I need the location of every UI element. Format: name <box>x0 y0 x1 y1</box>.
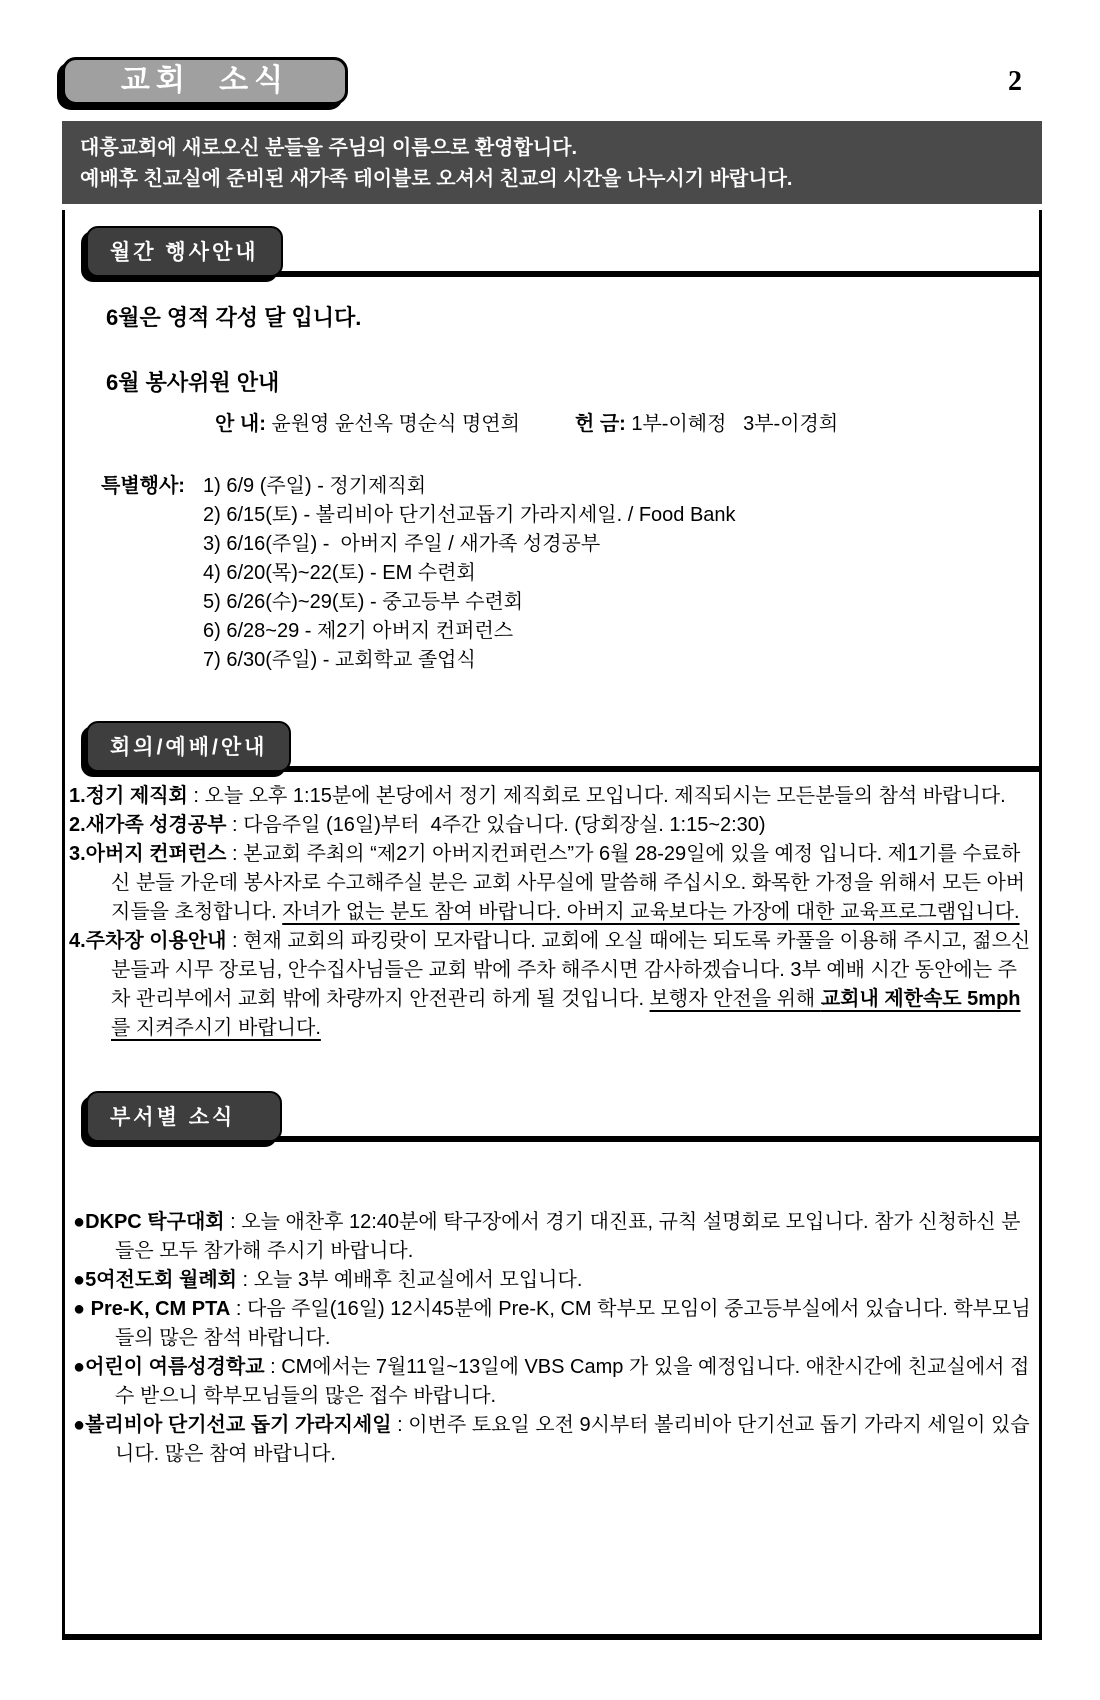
special-event-line: 5) 6/26(수)~29(토) - 중고등부 수련회 <box>203 591 524 613</box>
section-title-departments: 부서별 소식 <box>110 1106 236 1129</box>
monthly-headline: 6월은 영적 각성 달 입니다. <box>106 305 362 330</box>
special-events-list <box>203 472 736 675</box>
text-segment: ● Pre-K, CM PTA <box>73 1298 231 1320</box>
welcome-line-1: 대흥교회에 새로오신 분들을 주님의 이름으로 환영합니다. <box>80 137 578 159</box>
special-event-line: 4) 6/20(목)~22(토) - EM 수련회 <box>203 562 476 584</box>
department-item <box>73 1411 1031 1469</box>
text-segment: 보행자 안전을 위해 <box>649 988 821 1010</box>
text-segment: 3.아버지 컨퍼런스 <box>69 843 227 865</box>
special-events-label: 특별행사: <box>101 475 185 497</box>
role-usher <box>215 407 520 436</box>
section-header-box-monthly <box>86 226 283 277</box>
text-segment: ●볼리비아 단기선교 돕기 가라지세일 <box>73 1414 392 1436</box>
special-events <box>101 472 1039 675</box>
text-segment: ●어린이 여름성경학교 <box>73 1356 265 1378</box>
welcome-banner <box>62 121 1042 204</box>
section-header-row <box>65 721 1039 772</box>
meeting-item <box>69 927 1036 1043</box>
department-item <box>73 1353 1031 1411</box>
section-title-meetings: 회의/예배/안내 <box>110 736 268 759</box>
content-box <box>62 210 1042 1640</box>
text-segment: 2.새가족 성경공부 <box>69 814 227 836</box>
roles-line <box>215 407 1039 436</box>
section-rule <box>205 1136 1039 1142</box>
text-segment: : 다음주일 (16일)부터 4주간 있습니다. (당회장실. 1:15~2:30) <box>226 814 766 836</box>
section-meetings <box>65 721 1039 1043</box>
section-title-monthly: 월간 행사안내 <box>110 241 259 264</box>
section-departments <box>65 1091 1039 1469</box>
department-item <box>73 1208 1031 1266</box>
text-segment: 교회내 제한속도 5mph <box>820 988 1021 1010</box>
text-segment: 4.주차장 이용안내 <box>69 930 227 952</box>
role-label: 안 내: <box>215 413 266 435</box>
meeting-item <box>69 840 1031 927</box>
special-event-line: 6) 6/28~29 - 제2기 아버지 컨퍼런스 <box>203 620 514 642</box>
text-segment: : 다음 주일(16일) 12시45분에 Pre-K, CM 학부모 모임이 중고등부실에서 있습니다. 학부모님들의 많은 참석 바랍니다. <box>115 1298 1031 1349</box>
text-segment: : 현재 교회의 파킹랏이 모자랍니다. 교회에 오실 때에는 되도록 카풀을 이용해 주시고, 젊으신 분들과 시무 장로님, 안수집사님들은 교회 밖에 주차 해주시면 감사하겠습니다. 3부 예배 시간 동안에는 주차 관리부에서 교회 밖에 차량까지 안전관리 하게 될 것입니다. <box>111 930 1036 1010</box>
special-event-line: 7) 6/30(주일) - 교회학교 졸업식 <box>203 649 476 671</box>
meeting-item <box>69 811 1031 840</box>
text-segment: 자녀가 없는 분도 참여 바랍니다. 아버지 교육보다는 가장에 대한 교육프로그램입니다. <box>282 901 1020 923</box>
committee-title: 6월 봉사위원 안내 <box>106 370 280 395</box>
text-segment: : 오늘 오후 1:15분에 본당에서 정기 제직회로 모입니다. 제직되시는 모든분들의 참석 바랍니다. <box>187 785 1006 807</box>
text-segment: : 이번주 토요일 오전 9시부터 볼리비아 단기선교 돕기 가라지 세일이 있습니다. 많은 참여 바랍니다. <box>115 1414 1030 1465</box>
section-rule <box>205 271 1039 277</box>
text-segment: : 본교회 주최의 “제2기 아버지컨퍼런스”가 6월 28-29일에 있을 예정 입니다. 제1기를 수료하신 분들 가운데 봉사자로 수고해주실 분은 교회 사무실에 말씀해 주십시오. 화목한 가정을 위해서 모든 아버지들을 초청합니다. <box>111 843 1026 923</box>
page-title: 교회 소식 <box>120 64 290 97</box>
section-header-box-departments <box>86 1091 282 1142</box>
text-segment: ●5여전도회 월례회 <box>73 1269 237 1291</box>
text-segment: : 오늘 애찬후 12:40분에 탁구장에서 경기 대진표, 규칙 설명회로 모입니다. 참가 신청하신 분들은 모두 참가해 주시기 바랍니다. <box>115 1211 1021 1262</box>
page-number: 2 <box>1008 66 1022 97</box>
meeting-item <box>69 782 1031 811</box>
section-monthly <box>65 226 1039 675</box>
special-event-line: 3) 6/16(주일) - 아버지 주일 / 새가족 성경공부 <box>203 533 601 555</box>
special-event-line: 2) 6/15(토) - 볼리비아 단기선교돕기 가라지세일. / Food Bank <box>203 504 736 526</box>
text-segment: : 오늘 3부 예배후 친교실에서 모입니다. <box>237 1269 583 1291</box>
role-value: 윤원영 윤선옥 명순식 명연희 <box>265 413 520 435</box>
meetings-list <box>69 782 1036 1043</box>
role-label: 헌 금: <box>574 413 626 435</box>
section-rule <box>205 766 1039 772</box>
role-offering <box>575 407 838 436</box>
section-header-row <box>65 226 1039 277</box>
role-value: 1부-이혜정 3부-이경희 <box>625 413 839 435</box>
page-title-box <box>62 57 348 105</box>
text-segment: 1.정기 제직회 <box>69 785 188 807</box>
department-item <box>73 1266 1031 1295</box>
section-header-row <box>65 1091 1039 1142</box>
section-header-box-meetings <box>86 721 291 772</box>
department-item <box>73 1295 1031 1353</box>
special-event-line: 1) 6/9 (주일) - 정기제직회 <box>203 475 427 497</box>
text-segment: ●DKPC 탁구대회 <box>73 1211 225 1233</box>
text-segment: : CM에서는 7월11일~13일에 VBS Camp 가 있을 예정입니다. 애찬시간에 친교실에서 접수 받으니 학부모님들의 많은 접수 바랍니다. <box>115 1356 1030 1407</box>
departments-list <box>73 1208 1031 1469</box>
welcome-line-2: 예배후 친교실에 준비된 새가족 테이블로 오셔서 친교의 시간을 나누시기 바랍니다. <box>80 168 793 190</box>
text-segment: 를 지켜주시기 바랍니다. <box>111 1017 321 1039</box>
